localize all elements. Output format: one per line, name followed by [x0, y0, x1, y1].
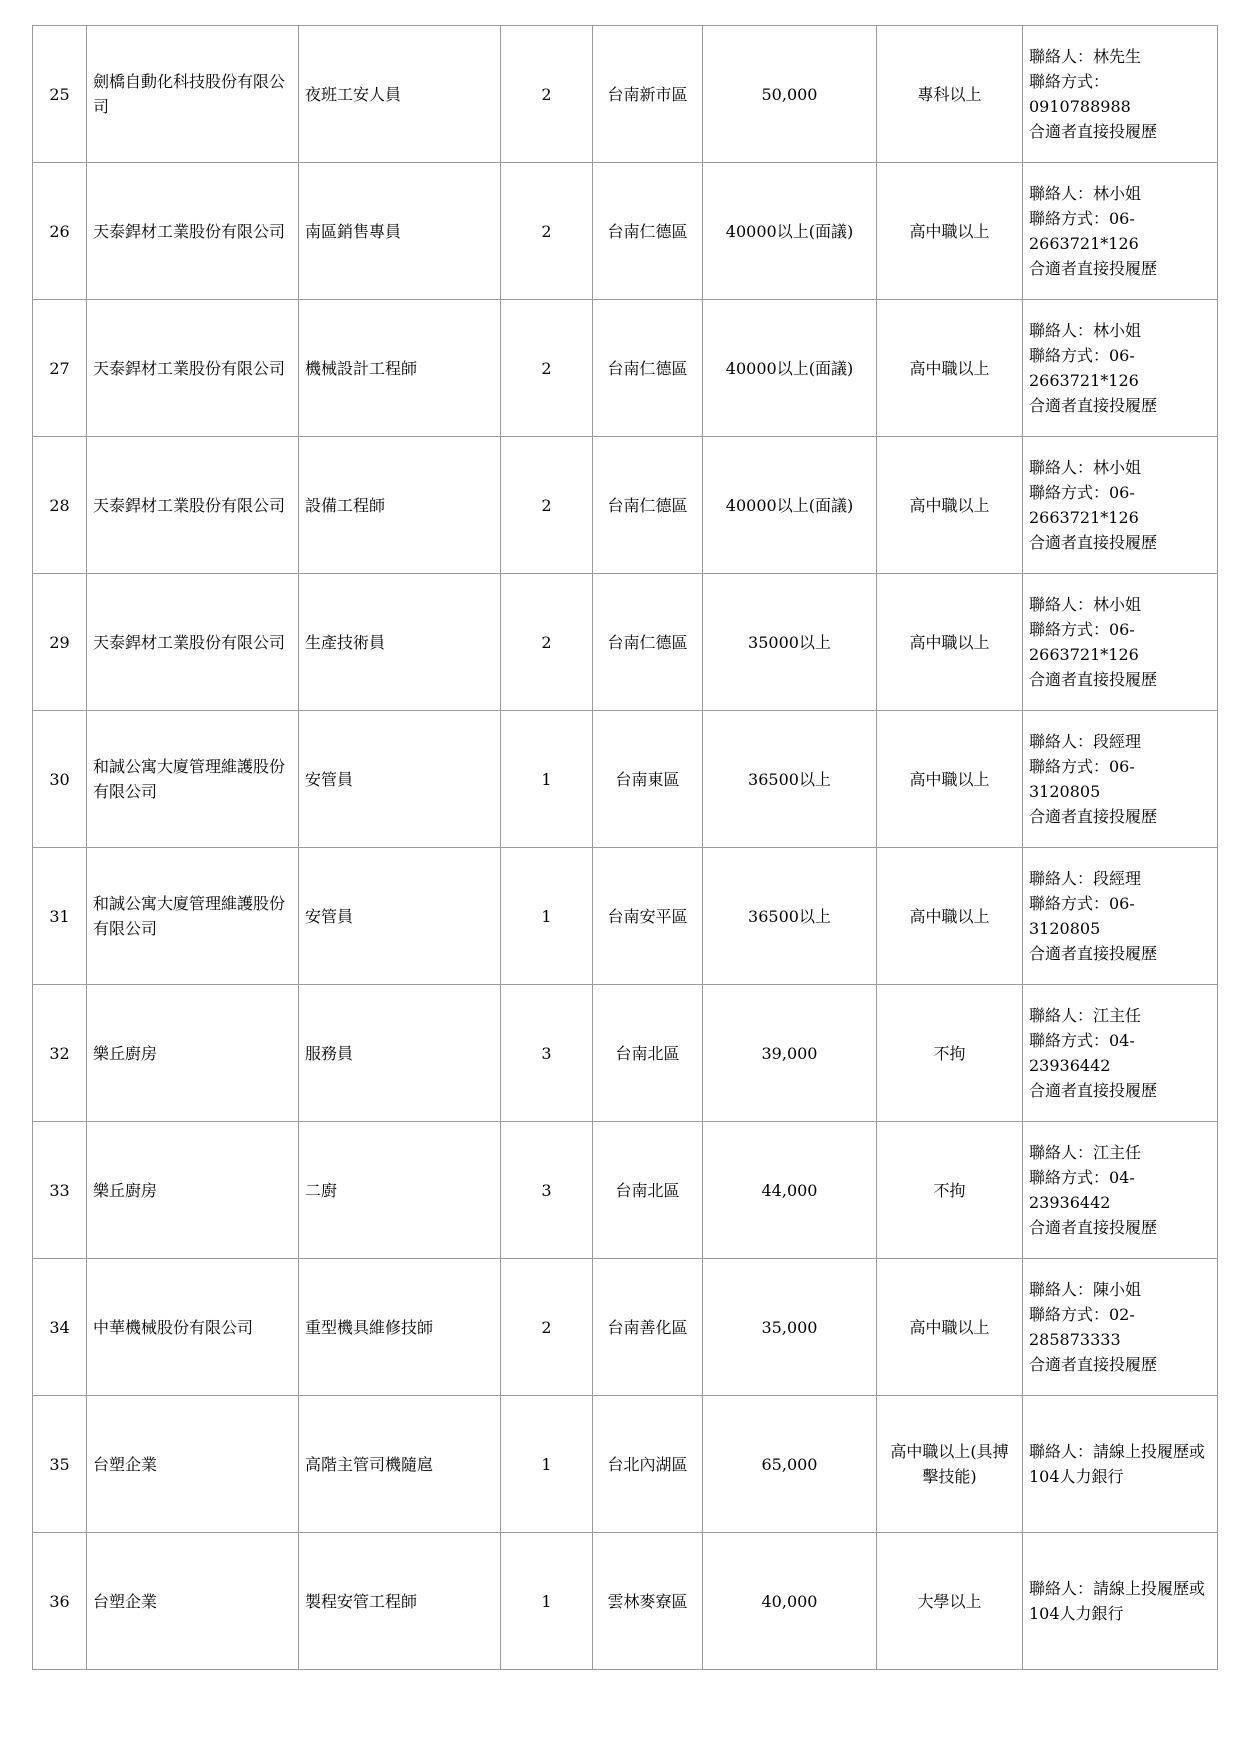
table-row [33, 163, 1218, 300]
salary: 65,000 [703, 1396, 877, 1533]
education-requirement: 高中職以上(具搏擊技能) [877, 1396, 1023, 1533]
salary: 35000以上 [703, 574, 877, 711]
job-title: 夜班工安人員 [299, 26, 501, 163]
job-title: 高階主管司機隨扈 [299, 1396, 501, 1533]
work-area: 台南善化區 [593, 1259, 703, 1396]
job-title: 二廚 [299, 1122, 501, 1259]
company-name: 樂丘廚房 [87, 985, 299, 1122]
salary: 40,000 [703, 1533, 877, 1670]
opening-count: 1 [501, 848, 593, 985]
salary: 39,000 [703, 985, 877, 1122]
work-area: 台南仁德區 [593, 437, 703, 574]
work-area: 台南仁德區 [593, 574, 703, 711]
row-number: 30 [33, 711, 87, 848]
salary: 40000以上(面議) [703, 437, 877, 574]
table-row [33, 848, 1218, 985]
row-number: 31 [33, 848, 87, 985]
company-name: 天泰銲材工業股份有限公司 [87, 163, 299, 300]
opening-count: 1 [501, 711, 593, 848]
contact-info: 聯絡人：林小姐 聯絡方式：06- 2663721*126 合適者直接投履歷 [1023, 574, 1218, 711]
salary: 35,000 [703, 1259, 877, 1396]
company-name: 和誠公寓大廈管理維護股份有限公司 [87, 711, 299, 848]
row-number: 26 [33, 163, 87, 300]
table-row [33, 711, 1218, 848]
opening-count: 2 [501, 300, 593, 437]
job-title: 服務員 [299, 985, 501, 1122]
opening-count: 1 [501, 1533, 593, 1670]
opening-count: 2 [501, 574, 593, 711]
job-title: 機械設計工程師 [299, 300, 501, 437]
opening-count: 2 [501, 163, 593, 300]
contact-info: 聯絡人：陳小姐 聯絡方式：02- 285873333 合適者直接投履歷 [1023, 1259, 1218, 1396]
row-number: 28 [33, 437, 87, 574]
job-title: 製程安管工程師 [299, 1533, 501, 1670]
job-title: 生產技術員 [299, 574, 501, 711]
row-number: 27 [33, 300, 87, 437]
work-area: 台北內湖區 [593, 1396, 703, 1533]
contact-info: 聯絡人：林先生 聯絡方式： 0910788988 合適者直接投履歷 [1023, 26, 1218, 163]
education-requirement: 高中職以上 [877, 300, 1023, 437]
education-requirement: 專科以上 [877, 26, 1023, 163]
opening-count: 2 [501, 1259, 593, 1396]
education-requirement: 大學以上 [877, 1533, 1023, 1670]
education-requirement: 高中職以上 [877, 848, 1023, 985]
table-row [33, 1396, 1218, 1533]
education-requirement: 不拘 [877, 985, 1023, 1122]
table-row [33, 437, 1218, 574]
opening-count: 3 [501, 1122, 593, 1259]
row-number: 36 [33, 1533, 87, 1670]
table-row [33, 574, 1218, 711]
table-row [33, 1122, 1218, 1259]
company-name: 天泰銲材工業股份有限公司 [87, 300, 299, 437]
work-area: 台南東區 [593, 711, 703, 848]
contact-info: 聯絡人：段經理 聯絡方式：06- 3120805 合適者直接投履歷 [1023, 848, 1218, 985]
education-requirement: 不拘 [877, 1122, 1023, 1259]
work-area: 台南安平區 [593, 848, 703, 985]
opening-count: 1 [501, 1396, 593, 1533]
work-area: 台南北區 [593, 1122, 703, 1259]
row-number: 33 [33, 1122, 87, 1259]
job-title: 安管員 [299, 848, 501, 985]
job-title: 南區銷售專員 [299, 163, 501, 300]
job-listing-table [32, 25, 1218, 1670]
salary: 50,000 [703, 26, 877, 163]
table-row [33, 1533, 1218, 1670]
table-row [33, 300, 1218, 437]
row-number: 29 [33, 574, 87, 711]
opening-count: 2 [501, 437, 593, 574]
job-title: 安管員 [299, 711, 501, 848]
company-name: 台塑企業 [87, 1533, 299, 1670]
row-number: 25 [33, 26, 87, 163]
contact-info: 聯絡人：江主任 聯絡方式：04- 23936442 合適者直接投履歷 [1023, 1122, 1218, 1259]
row-number: 34 [33, 1259, 87, 1396]
work-area: 台南新市區 [593, 26, 703, 163]
work-area: 台南仁德區 [593, 163, 703, 300]
table-row [33, 1259, 1218, 1396]
salary: 44,000 [703, 1122, 877, 1259]
table-row [33, 26, 1218, 163]
education-requirement: 高中職以上 [877, 437, 1023, 574]
table-row [33, 985, 1218, 1122]
education-requirement: 高中職以上 [877, 711, 1023, 848]
salary: 40000以上(面議) [703, 300, 877, 437]
company-name: 樂丘廚房 [87, 1122, 299, 1259]
company-name: 劍橋自動化科技股份有限公司 [87, 26, 299, 163]
work-area: 台南北區 [593, 985, 703, 1122]
contact-info: 聯絡人：林小姐 聯絡方式：06- 2663721*126 合適者直接投履歷 [1023, 437, 1218, 574]
contact-info: 聯絡人：段經理 聯絡方式：06- 3120805 合適者直接投履歷 [1023, 711, 1218, 848]
company-name: 台塑企業 [87, 1396, 299, 1533]
opening-count: 2 [501, 26, 593, 163]
company-name: 中華機械股份有限公司 [87, 1259, 299, 1396]
row-number: 32 [33, 985, 87, 1122]
company-name: 天泰銲材工業股份有限公司 [87, 437, 299, 574]
salary: 36500以上 [703, 711, 877, 848]
opening-count: 3 [501, 985, 593, 1122]
salary: 40000以上(面議) [703, 163, 877, 300]
row-number: 35 [33, 1396, 87, 1533]
work-area: 雲林麥寮區 [593, 1533, 703, 1670]
contact-info: 聯絡人：江主任 聯絡方式：04- 23936442 合適者直接投履歷 [1023, 985, 1218, 1122]
company-name: 和誠公寓大廈管理維護股份有限公司 [87, 848, 299, 985]
job-title: 重型機具維修技師 [299, 1259, 501, 1396]
work-area: 台南仁德區 [593, 300, 703, 437]
education-requirement: 高中職以上 [877, 574, 1023, 711]
contact-info: 聯絡人：請線上投履歷或104人力銀行 [1023, 1533, 1218, 1670]
job-listing-body [33, 26, 1218, 1670]
education-requirement: 高中職以上 [877, 1259, 1023, 1396]
company-name: 天泰銲材工業股份有限公司 [87, 574, 299, 711]
education-requirement: 高中職以上 [877, 163, 1023, 300]
contact-info: 聯絡人：請線上投履歷或104人力銀行 [1023, 1396, 1218, 1533]
salary: 36500以上 [703, 848, 877, 985]
job-title: 設備工程師 [299, 437, 501, 574]
contact-info: 聯絡人：林小姐 聯絡方式：06- 2663721*126 合適者直接投履歷 [1023, 163, 1218, 300]
contact-info: 聯絡人：林小姐 聯絡方式：06- 2663721*126 合適者直接投履歷 [1023, 300, 1218, 437]
